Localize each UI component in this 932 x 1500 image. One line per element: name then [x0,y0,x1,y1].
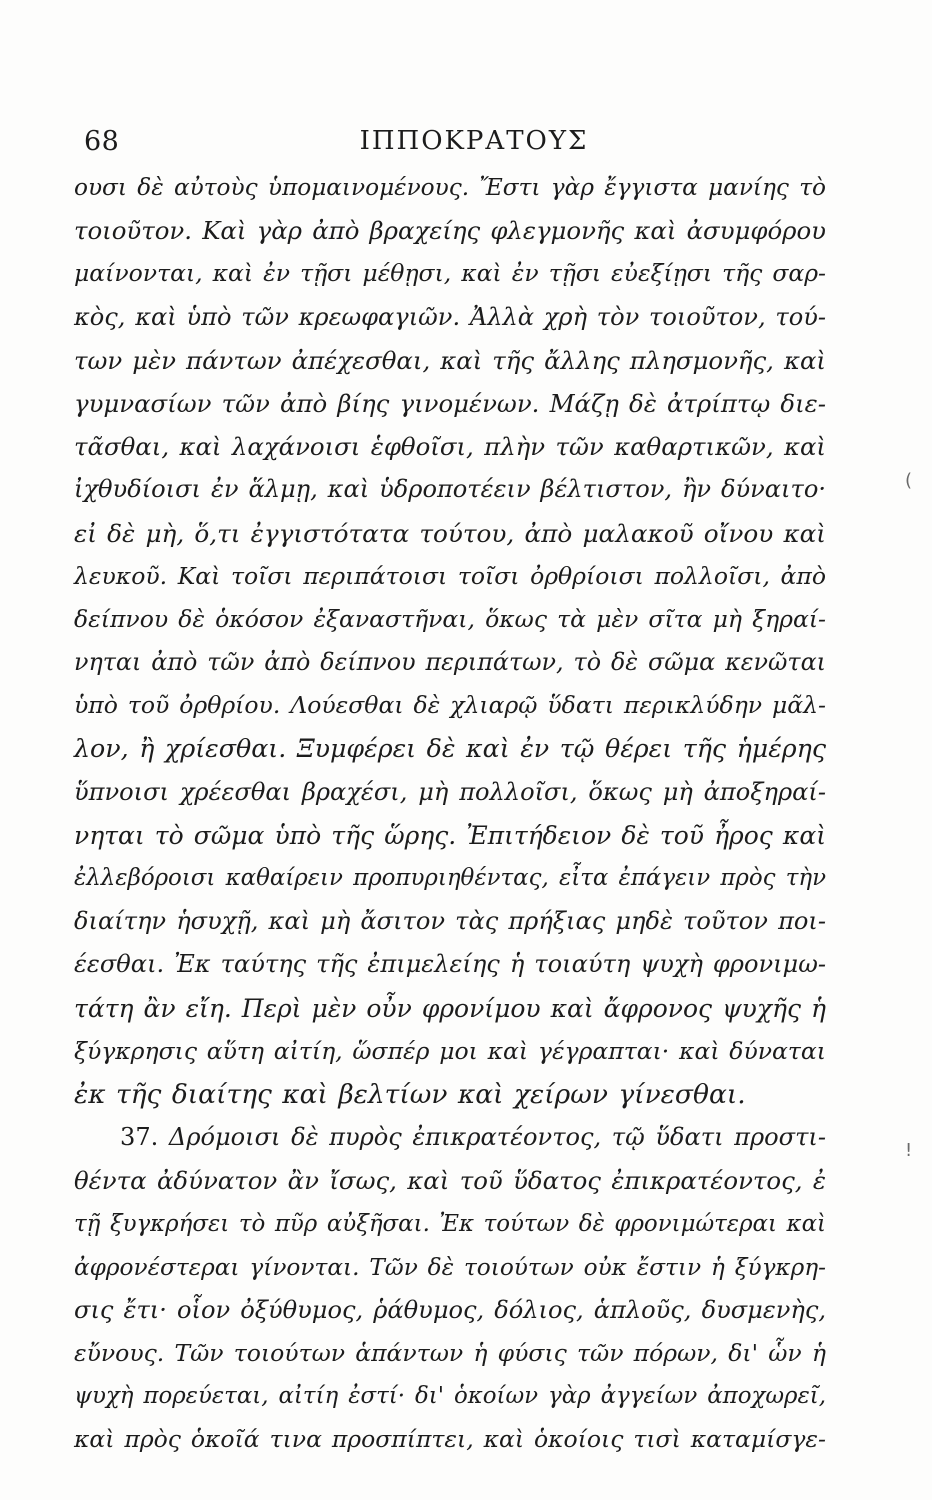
text-line: γυμνασίων τῶν ἀπὸ βίης γινομένων. Μάζῃ δὲ ἀτρίπτῳ διε- [74,388,826,418]
running-title: ΙΠΠΟΚΡΑΤΟΥΣ [359,126,589,156]
page-header [84,126,824,166]
text-line: των μὲν πάντων ἀπέχεσθαι, καὶ τῆς ἄλλης πλησμονῆς, καὶ [74,345,826,375]
text-line: ψυχὴ πορεύεται, αἰτίη ἐστί· δι' ὁκοίων γὰρ ἀγγείων ἀποχωρεῖ, [74,1383,826,1410]
section-first-line [74,1116,826,1159]
text-line: νηται ἀπὸ τῶν ἀπὸ δείπνου περιπάτων, τὸ δὲ σῶμα κενῶται [74,648,826,677]
section-first-line-text: Δρόμοισι δὲ πυρὸς ἐπικρατέοντος, τῷ ὕδατι προστι- [168,1123,826,1152]
margin-speck: ( [905,470,913,491]
text-line: τοιοῦτον. Καὶ γὰρ ἀπὸ βραχείης φλεγμονῆς καὶ ἀσυμφόρου [74,216,826,246]
text-line: σις ἔτι· οἷον ὀξύθυμος, ῥάθυμος, δόλιος, ἁπλοῦς, δυσμενὴς, [74,1295,826,1324]
text-line: τῇ ξυγκρήσει τὸ πῦρ αὐξῆσαι. Ἐκ τούτων δὲ φρονιμώτεραι καὶ [74,1210,826,1237]
page-number: 68 [84,126,120,157]
text-line: έεσθαι. Ἐκ ταύτης τῆς ἐπιμελείης ἡ τοιαύτη ψυχὴ φρονιμω- [74,950,826,979]
text-line: ὕπνοισι χρέεσθαι βραχέσι, μὴ πολλοῖσι, ὅκως μὴ ἀποξηραί- [74,777,826,806]
text-line: καὶ πρὸς ὁκοῖά τινα προσπίπτει, καὶ ὁκοίοις τισὶ καταμίσγε- [74,1425,826,1454]
text-line: ὑπὸ τοῦ ὀρθρίου. Λούεσθαι δὲ χλιαρῷ ὕδατι περικλύδην μᾶλ- [74,691,826,720]
text-line: νηται τὸ σῶμα ὑπὸ τῆς ὥρης. Ἐπιτήδειον δὲ τοῦ ἦρος καὶ [74,820,826,850]
text-line: κὸς, καὶ ὑπὸ τῶν κρεωφαγιῶν. Ἀλλὰ χρὴ τὸν τοιοῦτον, τού- [74,302,826,331]
text-line: τᾶσθαι, καὶ λαχάνοισι ἑφθοῖσι, πλὴν τῶν καθαρτικῶν, καὶ [74,432,826,462]
text-line: ουσι δὲ αὐτοὺς ὑπομαινομένους. Ἔστι γὰρ ἔγγιστα μανίης τὸ [74,174,826,201]
text-line: δείπνου δὲ ὁκόσον ἐξαναστῆναι, ὅκως τὰ μὲν σῖτα μὴ ξηραί- [74,604,826,633]
section-number: 37. [120,1123,159,1152]
text-line: εὔνους. Τῶν τοιούτων ἁπάντων ἡ φύσις τῶν πόρων, δι' ὧν ἡ [74,1339,826,1368]
text-line: λον, ἢ χρίεσθαι. Ξυμφέρει δὲ καὶ ἐν τῷ θέρει τῆς ἡμέρης [74,734,826,764]
text-line: ἀφρονέστεραι γίνονται. Τῶν δὲ τοιούτων οὐκ ἔστιν ἡ ξύγκρη- [74,1253,826,1281]
text-line: θέντα ἀδύνατον ἂν ἴσως, καὶ τοῦ ὕδατος ἐπικρατέοντος, ἐ [74,1166,826,1196]
text-line: ἐλλεβόροισι καθαίρειν προπυριηθέντας, εἶτα ἐπάγειν πρὸς τὴν [74,865,826,891]
margin-speck: ! [905,1140,913,1161]
text-line: λευκοῦ. Καὶ τοῖσι περιπάτοισι τοῖσι ὀρθρίοισι πολλοῖσι, ἀπὸ [74,561,826,590]
text-line: διαίτην ἡσυχῇ, καὶ μὴ ἄσιτον τὰς πρήξιας μηδὲ τοῦτον ποι- [74,907,826,936]
text-line: ἐκ τῆς διαίτης καὶ βελτίων καὶ χείρων γίνεσθαι. [74,1078,746,1110]
text-line: μαίνονται, καὶ ἐν τῇσι μέθῃσι, καὶ ἐν τῇσι εὐεξίῃσι τῆς σαρ- [74,259,826,288]
text-line: τάτη ἂν εἴη. Περὶ μὲν οὖν φρονίμου καὶ ἄφρονος ψυχῆς ἡ [74,993,826,1023]
text-line: ξύγκρησις αὕτη αἰτίη, ὥσπέρ μοι καὶ γέγραπται· καὶ δύναται [74,1036,826,1065]
text-line: εἰ δὲ μὴ, ὅ,τι ἐγγιστότατα τούτου, ἀπὸ μαλακοῦ οἴνου καὶ [74,518,826,548]
body-text [74,166,826,1462]
text-line: ἰχθυδίοισι ἐν ἅλμῃ, καὶ ὑδροποτέειν βέλτιστον, ἢν δύναιτο· [74,475,826,504]
